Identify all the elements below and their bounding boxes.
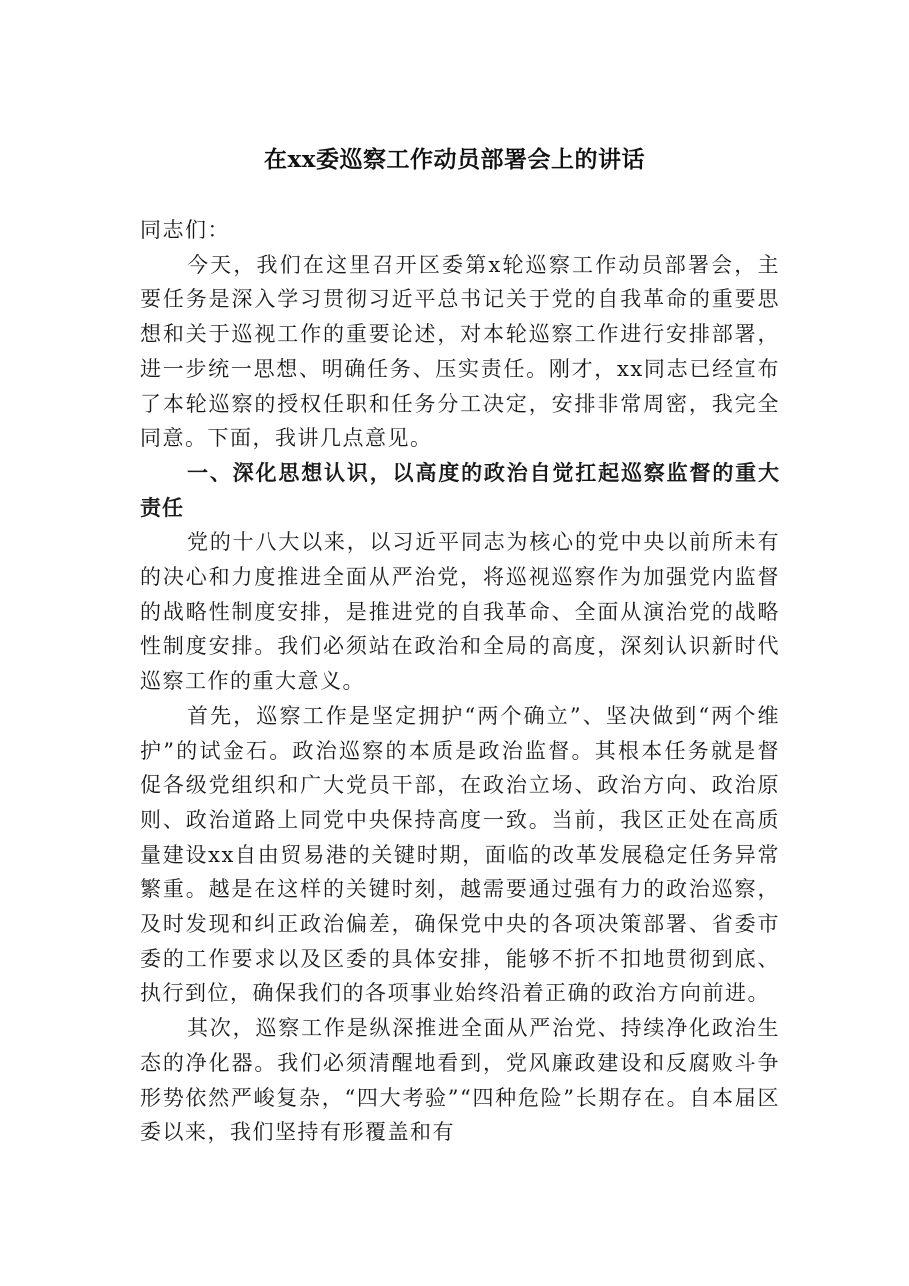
paragraph-background: 党的十八大以来，以习近平同志为核心的党中央以前所未有的决心和力度推进全面从严治党，将巡视巡察作为加强党内监督的战略性制度安排，是推进党的自我革命、全面从演治党的战略性制度安排。我们必须站在政治和全局的高度，深刻认识新时代巡察工作的重大意义。 [140, 530, 780, 694]
paragraph-intro: 今天，我们在这里召开区委第x轮巡察工作动员部署会，主要任务是深入学习贯彻习近平总书记关于党的自我革命的重要思想和关于巡视工作的重要论述，对本轮巡察工作进行安排部署，进一步统一思想、明确任务、压实责任。刚才，xx同志已经宣布了本轮巡察的授权任职和任务分工决定，安排非常周密，我完全同意。下面，我讲几点意见。 [140, 252, 780, 451]
salutation: 同志们： [140, 218, 230, 242]
document-title: 在xx委巡察工作动员部署会上的讲话 [264, 146, 645, 173]
document-body [140, 213, 780, 1150]
section-heading-1: 一、深化思想认识，以高度的政治自觉扛起巡察监督的重大责任 [140, 460, 780, 520]
paragraph-first-point: 首先，巡察工作是坚定拥护“两个确立”、坚决做到“两个维护”的试金石。政治巡察的本质是政治监督。其根本任务就是督促各级党组织和广大党员干部，在政治立场、政治方向、政治原则、政治道路上同党中央保持高度一致。当前，我区正处在高质量建设xx自由贸易港的关键时期，面临的改革发展稳定任务异常繁重。越是在这样的关键时刻，越需要通过强有力的政治巡察，及时发现和纠正政治偏差，确保党中央的各项决策部署、省委市委的工作要求以及区委的具体安排，能够不折不扣地贯彻到底、执行到位，确保我们的各项事业始终沿着正确的政治方向前进。 [140, 703, 780, 1006]
paragraph-second-point: 其次，巡察工作是纵深推进全面从严治党、持续净化政治生态的净化器。我们必须清醒地看到，党风廉政建设和反腐败斗争形势依然严峻复杂，“四大考验”“四种危险”长期存在。自本届区委以来，我们坚持有形覆盖和有 [140, 1016, 780, 1145]
